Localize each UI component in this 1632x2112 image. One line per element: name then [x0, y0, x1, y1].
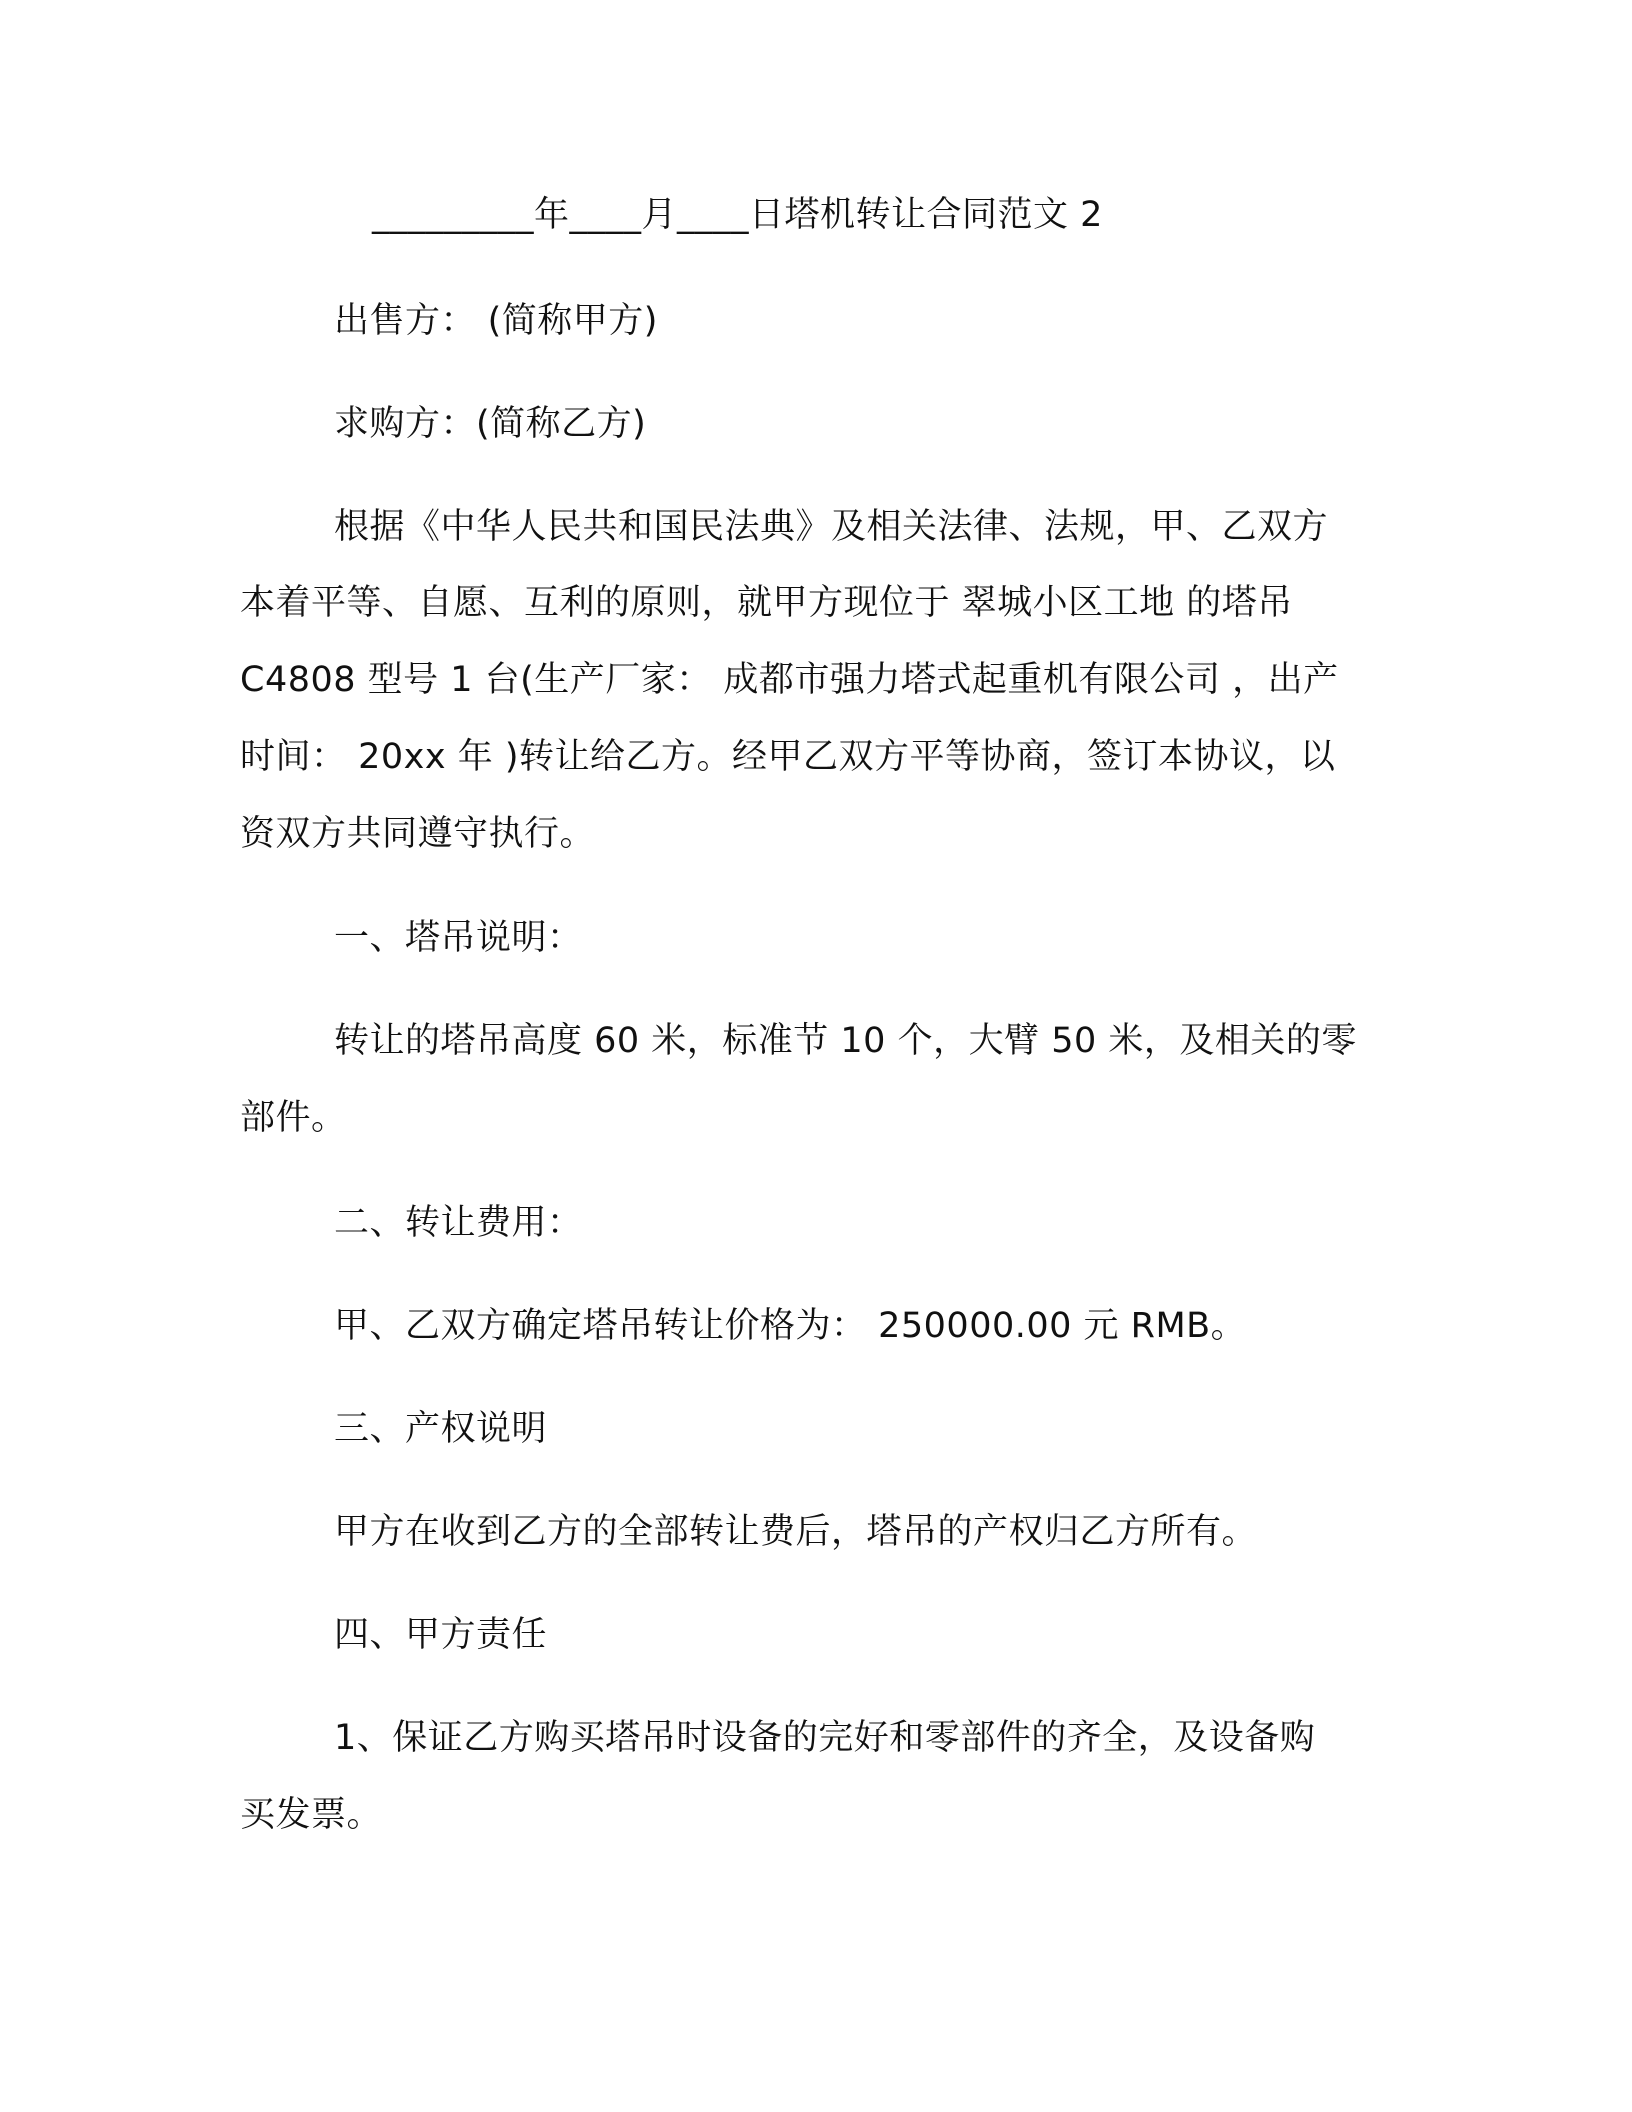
intro-line-3: C4808 型号 1 台(生产厂家： 成都市强力塔式起重机有限公司 ，出产: [240, 660, 1339, 700]
seller-line: 出售方： (简称甲方): [334, 301, 658, 341]
intro-line-2: 本着平等、自愿、互利的原则，就甲方现位于 翠城小区工地 的塔吊: [240, 583, 1293, 623]
section-2-body: 甲、乙双方确定塔吊转让价格为： 250000.00 元 RMB。: [334, 1306, 1247, 1346]
section-1-body-line-2: 部件。: [240, 1098, 347, 1138]
document-title: _________年____月____日塔机转让合同范文 2: [372, 195, 1103, 235]
section-3-body: 甲方在收到乙方的全部转让费后，塔吊的产权归乙方所有。: [334, 1512, 1258, 1552]
section-3-heading: 三、产权说明: [334, 1409, 548, 1449]
intro-line-5: 资双方共同遵守执行。: [240, 814, 596, 854]
buyer-line: 求购方：(简称乙方): [334, 404, 647, 444]
section-4-heading: 四、甲方责任: [334, 1615, 548, 1655]
section-4-item-1-line-1: 1、保证乙方购买塔吊时设备的完好和零部件的齐全，及设备购: [334, 1718, 1316, 1758]
section-1-body-line-1: 转让的塔吊高度 60 米，标准节 10 个，大臂 50 米，及相关的零: [334, 1021, 1357, 1061]
intro-line-4: 时间： 20xx 年 )转让给乙方。经甲乙双方平等协商，签订本协议，以: [240, 737, 1336, 777]
section-4-item-1-line-2: 买发票。: [240, 1795, 383, 1835]
section-2-heading: 二、转让费用：: [334, 1203, 583, 1243]
intro-line-1: 根据《中华人民共和国民法典》及相关法律、法规，甲、乙双方: [334, 507, 1329, 547]
section-1-heading: 一、塔吊说明：: [334, 918, 583, 958]
